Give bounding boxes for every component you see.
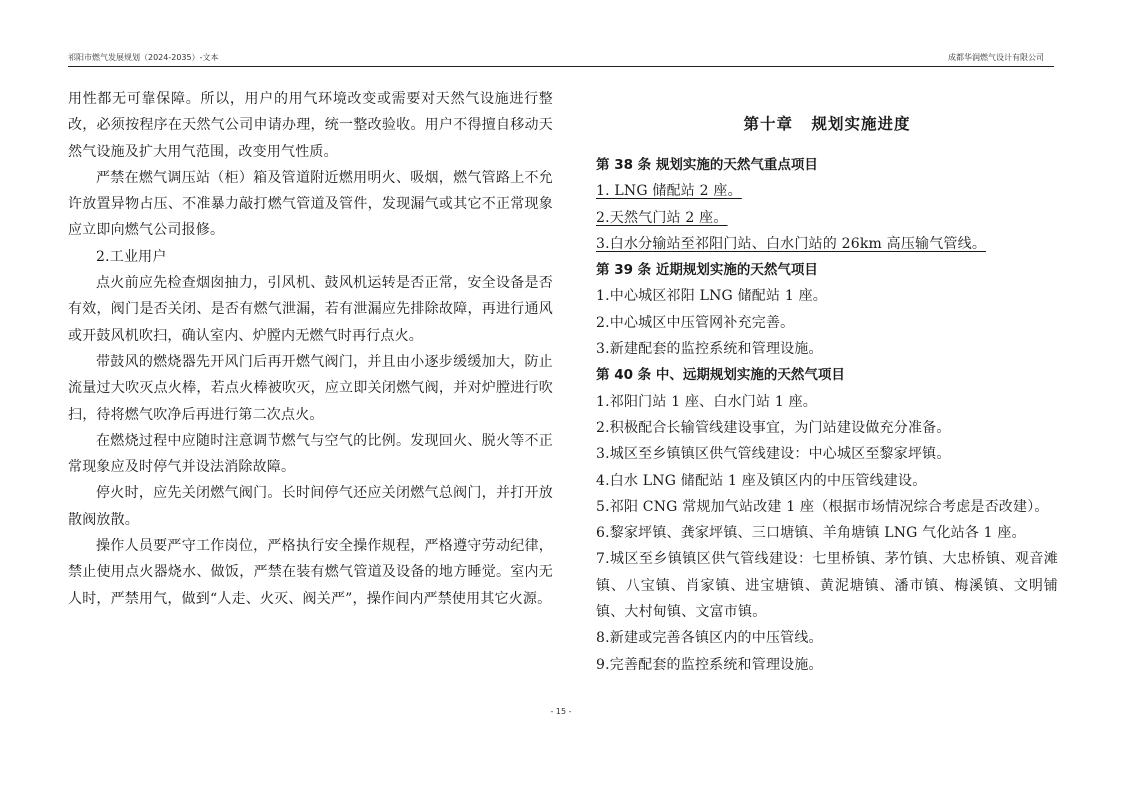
body-paragraph: 用性都无可靠保障。所以，用户的用气环境改变或需要对天然气设施进行整改，必须按程序在天然气公司申请办理，统一整改验收。用户不得擅自移动天然气设施及扩大用气范围，改变用气性质。 [68, 91, 553, 160]
list-item: 3.新建配套的监控系统和管理设施。 [596, 341, 823, 358]
article-40-heading: 第 40 条 中、远期规划实施的天然气项目 [596, 367, 845, 384]
body-paragraph: 带鼓风的燃烧器先开风门后再开燃气阀门，并且由小逐步缓缓加大，防止流量过大吹灭点火棒，若点火棒被吹灭，应立即关闭燃气阀，并对炉膛进行吹扫，待将燃气吹净后再进行第二次点火。 [68, 353, 553, 423]
right-column [596, 86, 1058, 678]
body-paragraph: 点火前应先检查烟囱抽力，引风机、鼓风机运转是否正常，安全设备是否有效，阀门是否关闭、是否有燃气泄漏，若有泄漏应先排除故障，再进行通风或开鼓风机吹扫，确认室内、炉膛内无燃气时再行点火。 [68, 275, 553, 344]
chapter-title: 第十章 规划实施进度 [743, 115, 911, 133]
list-item: 1.祁阳门站 1 座、白水门站 1 座。 [596, 393, 817, 410]
list-item: 6.黎家坪镇、龚家坪镇、三口塘镇、羊角塘镇 LNG 气化站各 1 座。 [596, 525, 1026, 542]
body-paragraph: 操作人员要严守工作岗位，严格执行安全操作规程，严格遵守劳动纪律，禁止使用点火器烧水、做饭，严禁在装有燃气管道及设备的地方睡觉。室内无人时，严禁用气，做到“人走、火灭、阀关严”，操作间内严禁使用其它火源。 [68, 538, 553, 607]
left-column [68, 86, 553, 612]
body-paragraph: 停火时，应先关闭燃气阀门。长时间停气还应关闭燃气总阀门，并打开放散阀放散。 [68, 485, 553, 528]
list-item: 4.白水 LNG 储配站 1 座及镇区内的中压管线建设。 [596, 472, 927, 489]
body-paragraph: 严禁在燃气调压站（柜）箱及管道附近燃用明火、吸烟，燃气管路上不允许放置异物占压、不准暴力敲打燃气管道及管件，发现漏气或其它不正常现象应立即向燃气公司报修。 [68, 169, 553, 239]
page-number: - 15 - [550, 707, 572, 716]
header-document-title: 祁阳市燃气发展规划（2024-2035）-文本 [68, 53, 219, 62]
list-item: 3.城区至乡镇镇区供气管线建设：中心城区至黎家坪镇。 [596, 446, 951, 463]
list-item: 5.祁阳 CNG 常规加气站改建 1 座（根据市场情况综合考虑是否改建）。 [596, 498, 1049, 515]
list-item: 7.城区至乡镇镇区供气管线建设：七里桥镇、茅竹镇、大忠桥镇、观音滩镇、八宝镇、肖家镇、进宝塘镇、黄泥塘镇、潘市镇、梅溪镇、文明铺镇、大村甸镇、文富市镇。 [596, 551, 1058, 621]
list-item: 2.中心城区中压管网补充完善。 [596, 314, 795, 331]
list-item: 9.完善配套的监控系统和管理设施。 [596, 656, 823, 673]
header-company-name: 成都华润燃气设计有限公司 [948, 53, 1044, 62]
article-38-heading: 第 38 条 规划实施的天然气重点项目 [596, 157, 818, 173]
list-item: 1. LNG 储配站 2 座。 [596, 183, 742, 200]
header-divider [68, 66, 1054, 67]
list-item: 8.新建或完善各镇区内的中压管线。 [596, 630, 823, 647]
list-item: 2.天然气门站 2 座。 [596, 209, 728, 226]
list-item: 2.积极配合长输管线建设事宜，为门站建设做充分准备。 [596, 419, 951, 436]
article-39-heading: 第 39 条 近期规划实施的天然气项目 [596, 262, 818, 279]
list-item: 3.白水分输站至祁阳门站、白水门站的 26km 高压输气管线。 [596, 235, 987, 252]
list-item: 1.中心城区祁阳 LNG 储配站 1 座。 [596, 288, 827, 305]
body-paragraph: 在燃烧过程中应随时注意调节燃气与空气的比例。发现回火、脱火等不正常现象应及时停气并设法消除故障。 [68, 432, 553, 476]
section-subheading: 2.工业用户 [96, 248, 167, 265]
